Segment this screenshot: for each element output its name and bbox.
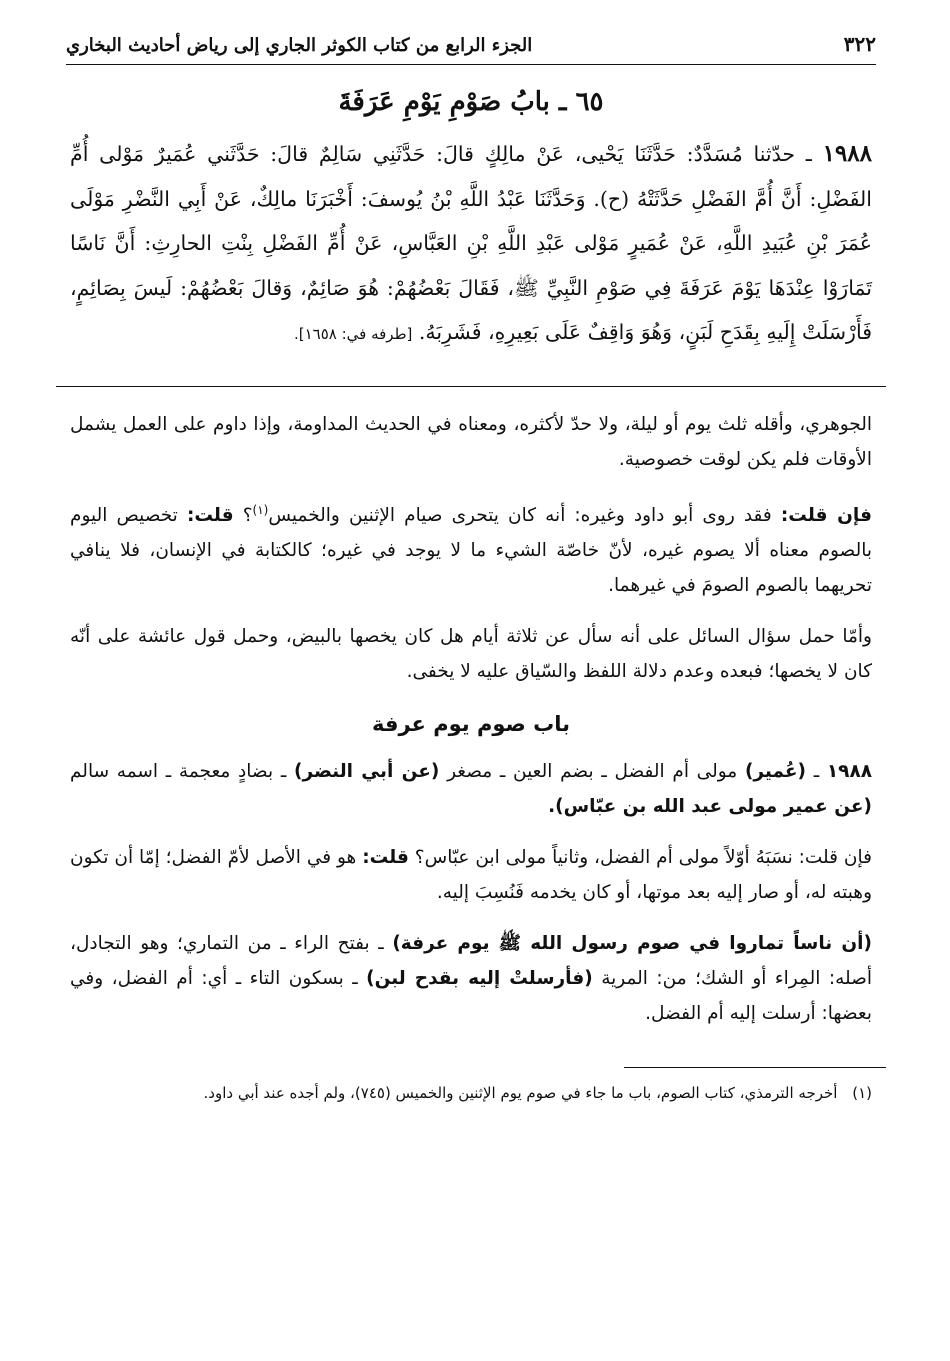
explanation-text: ـ بفتح الراء ـ من التماري؛ وهو التجادل، أصله: المِراء أو الشك؛ من: المرية	[70, 932, 872, 989]
commentary-paragraph: الجوهري، وأقله ثلث يوم أو ليلة، ولا حدّ لأكثره، ومعناه في الحديث المداومة، وإذا داوم على العمل يشمل الأوقات فلم يكن لوقت خصوصية.	[70, 413, 872, 470]
book-page	[66, 26, 876, 1110]
page-number: ٣٢٢	[843, 32, 876, 56]
header-rule	[66, 64, 876, 65]
commentary-paragraph	[70, 754, 872, 824]
quoted-term: (فأرسلتْ إليه بقدح لبن)	[366, 967, 593, 989]
question-lead: فإن قلت:	[780, 504, 872, 526]
answer-lead: قلت:	[362, 846, 409, 868]
footnote-text: أخرجه الترمذي، كتاب الصوم، باب ما جاء في صوم يوم الإثنين والخميس (٧٤٥)، ولم أجده عند أبي داود.	[203, 1083, 838, 1102]
quoted-term: (عن عمير مولى عبد الله بن عبّاس).	[548, 795, 872, 817]
question-mark: ؟	[242, 504, 253, 526]
commentary-paragraph	[70, 926, 872, 1031]
hadith-number-ref: ١٩٨٨	[826, 760, 873, 782]
quoted-term: (عُمير)	[744, 760, 806, 782]
chapter-title: ٦٥ ـ بابُ صَوْمِ يَوْمِ عَرَفَةَ	[338, 87, 604, 117]
footnote	[66, 1076, 876, 1110]
hadith-body: ـ حدّثنا مُسَدَّدٌ: حَدَّثَنَا يَحْيى، عَنْ مالِكٍ قالَ: حَدَّثَنِي سَالِمٌ قالَ: حَدَّثَني عُمَيرٌ مَوْلى أُمِّ الفَضْلِ: أَنَّ أُمَّ الفَضْلِ حَدَّثَتْهُ (ح). وَحَدَّثَنَا عَبْدُ اللَّهِ بْنُ يُوسفَ: أَخْبَرَنَا مالِكٌ، عَنْ أَبِي النَّضْرِ مَوْلَى عُمَرَ بْنِ عُبَيدِ اللَّهِ، عَنْ عُمَيرٍ مَوْلى عَبْدِ اللَّهِ بْنِ العَبَّاسِ، عَنْ أُمِّ الفَضْلِ بِنْتِ الحارِثِ: أَنَّ نَاسًا تَمَارَوْا عِنْدَهَا يَوْمَ عَرَفَةَ فِي صَوْمِ النَّبِيِّ ﷺ، فَقَالَ بَعْضُهُمْ: هُوَ صَائِمٌ، وَقالَ بَعْضُهُمْ: لَيسَ بِصَائِمٍ، فَأَرْسَلَتْ إِلَيهِ بِقَدَحِ لَبَنٍ، وَهُوَ وَاقِفٌ عَلَى بَعِيرِهِ، فَشَرِبَهُ.	[70, 142, 872, 345]
section-divider	[56, 386, 886, 387]
answer-lead: قلت:	[186, 504, 234, 526]
commentary-paragraph	[70, 493, 872, 603]
hadith-text	[66, 132, 876, 357]
commentary-paragraph: وأمّا حمل سؤال السائل على أنه سأل عن ثلاثة أيام هل كان يخصها بالبيض، وحمل قول عائشة على أنّه كان لا يخصها؛ فبعده وعدم دلالة اللفظ والسّياق عليه لا يخفى.	[70, 625, 872, 682]
footnote-reference: (١)	[252, 502, 269, 517]
running-title: الجزء الرابع من كتاب الكوثر الجاري إلى رياض أحاديث البخاري	[66, 35, 533, 56]
footnote-divider	[624, 1067, 886, 1068]
question-text: فإن قلت: نسَبَهُ أوّلاً مولى أم الفضل، وثانياً مولى ابن عبّاس؟	[414, 846, 872, 868]
explanation-text: ـ بضادٍ معجمة ـ اسمه سالم	[70, 760, 287, 782]
hadith-number: ١٩٨٨	[822, 140, 872, 168]
dash: ـ	[813, 760, 820, 782]
hadith-reference: [طرفه في: ١٦٥٨].	[293, 325, 413, 344]
answer-text: هو في الأصل لأمّ الفضل؛ إمّا أن تكون وهبته له، أو صار إليه بعد موتها، أو كان يخدمه فَنُسِبَ إليه.	[70, 846, 872, 903]
commentary-subheading: باب صوم يوم عرفة	[372, 711, 570, 736]
commentary-paragraph	[70, 840, 872, 910]
answer-text: تخصيص اليوم بالصوم معناه ألا يصوم غيره، لأنّ خاصّة الشيء ما لا يوجد في غيره؛ كالكتابة في الإنسان، فلا ينافي تحريهما بالصوم الصومَ في غيرهما.	[70, 504, 872, 596]
quoted-term: (أن ناساً تماروا في صوم رسول الله ﷺ يوم عرفة)	[392, 932, 872, 954]
quoted-term: (عن أبي النضر)	[293, 760, 440, 782]
explanation-text: مولى أم الفضل ـ بضم العين ـ مصغر	[447, 760, 738, 782]
running-header	[66, 26, 876, 56]
footnote-marker: (١)	[852, 1083, 872, 1102]
explanation-text: ـ بسكون التاء ـ أي: أم الفضل، وفي بعضها: أرسلت إليه أم الفضل.	[70, 967, 872, 1024]
commentary	[66, 407, 876, 1031]
question-text: فقد روى أبو داود وغيره: أنه كان يتحرى صيام الإثنين والخميس	[268, 504, 772, 526]
